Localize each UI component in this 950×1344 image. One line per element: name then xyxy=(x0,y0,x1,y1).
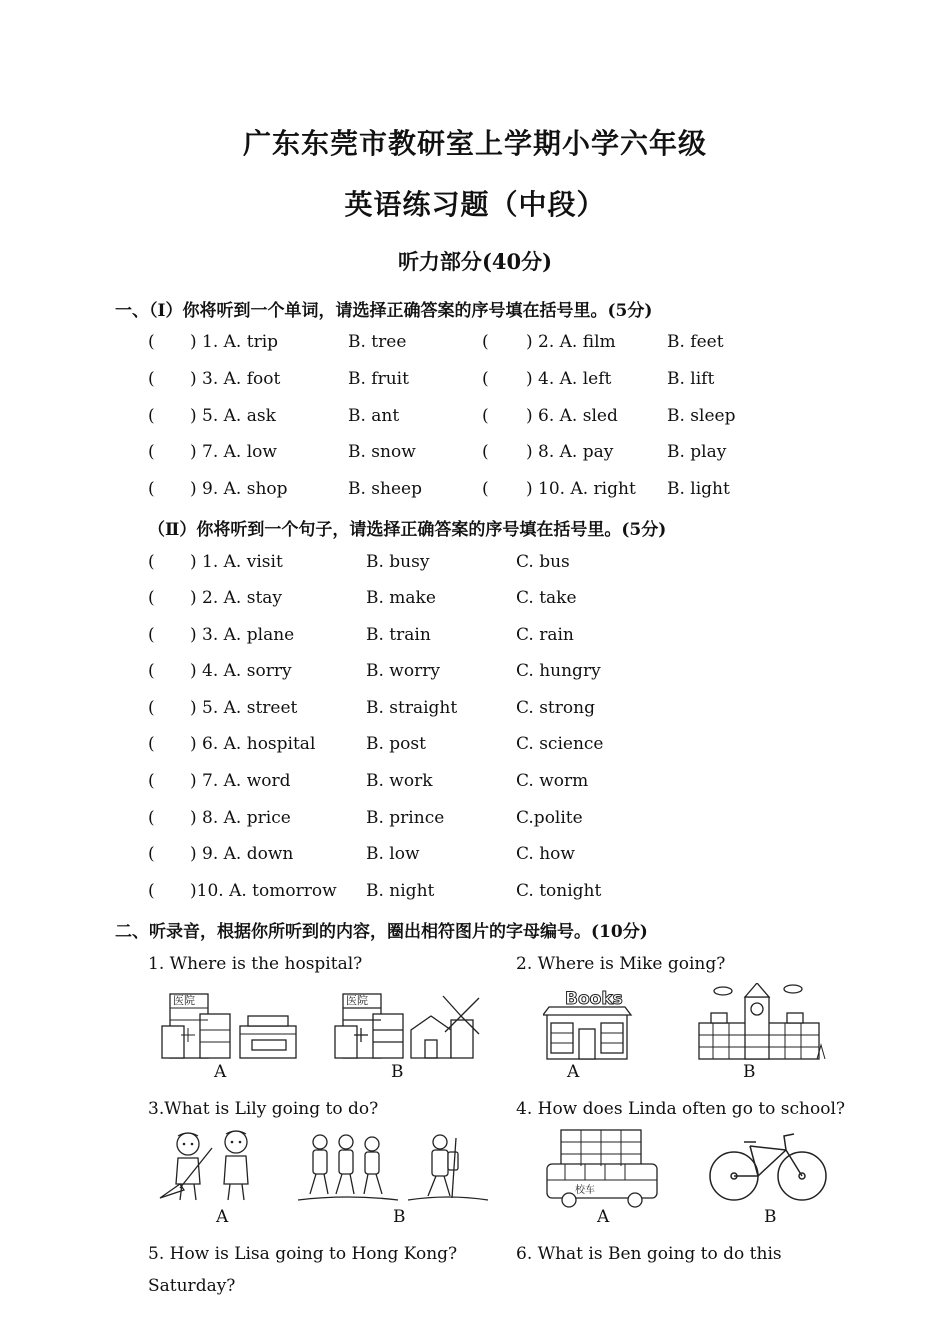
hiking-picture[interactable] xyxy=(298,1128,492,1204)
answer-bracket[interactable]: ( xyxy=(482,406,489,426)
part1b-score: (5 xyxy=(621,520,642,540)
answer-bracket[interactable]: ( xyxy=(482,332,489,352)
option-b: B. prince xyxy=(366,808,445,828)
part1-heading xyxy=(115,296,652,321)
question-5: 5. How is Lisa going to Hong Kong? xyxy=(148,1244,458,1264)
option-b: B. make xyxy=(366,588,436,608)
option-c: C. worm xyxy=(516,771,589,791)
question-item: ) 1. A. trip xyxy=(190,332,279,352)
listening-score-unit: 分) xyxy=(521,249,553,274)
answer-bracket[interactable]: ( xyxy=(482,369,489,389)
option-a-label: A xyxy=(597,1207,610,1227)
option-b: B. ant xyxy=(348,406,400,426)
bookstore-image xyxy=(543,985,633,1063)
option-b-label: B xyxy=(743,1062,756,1082)
answer-bracket[interactable]: ( xyxy=(482,442,489,462)
answer-bracket[interactable]: ( xyxy=(148,698,155,718)
question-1: 1. Where is the hospital? xyxy=(148,954,363,974)
part2-heading xyxy=(115,917,648,942)
option-a-label: A xyxy=(214,1062,227,1082)
option-b: B. train xyxy=(366,625,431,645)
question-item: ) 5. A. ask xyxy=(190,406,276,426)
option-c: C. tonight xyxy=(516,881,602,901)
bookstore-sign-text: Books xyxy=(565,989,623,1009)
answer-bracket[interactable]: ( xyxy=(148,771,155,791)
option-b: B. lift xyxy=(667,369,715,389)
question-item: ) 7. A. word xyxy=(190,771,291,791)
option-b: B. low xyxy=(366,844,420,864)
option-b: B. tree xyxy=(348,332,407,352)
option-b: B. post xyxy=(366,734,426,754)
school-bus-picture[interactable] xyxy=(545,1128,661,1208)
question-item: ) 2. A. stay xyxy=(190,588,283,608)
hiking-image xyxy=(298,1128,492,1204)
hospital-and-station-picture[interactable] xyxy=(160,986,300,1064)
option-b: B. work xyxy=(366,771,433,791)
hospital-sign-text: 医院 xyxy=(346,994,368,1007)
question-item: ) 9. A. down xyxy=(190,844,294,864)
question-item: ) 8. A. price xyxy=(190,808,291,828)
hospital-station-image xyxy=(160,986,300,1064)
hospital-and-windmill-picture[interactable] xyxy=(333,986,483,1064)
children-sweeping-picture[interactable] xyxy=(158,1128,268,1204)
answer-bracket[interactable]: ( xyxy=(148,881,155,901)
question-item: ) 7. A. low xyxy=(190,442,277,462)
option-c: C. science xyxy=(516,734,604,754)
question-item: ) 3. A. plane xyxy=(190,625,295,645)
answer-bracket[interactable]: ( xyxy=(148,369,155,389)
part2-score: (10 xyxy=(591,922,623,942)
listening-heading-text: 听力部分 xyxy=(397,249,482,274)
question-3: 3.What is Lily going to do? xyxy=(148,1099,379,1119)
option-b-label: B xyxy=(764,1207,777,1227)
answer-bracket[interactable]: ( xyxy=(148,442,155,462)
title-line-1: 广东东莞市教研室上学期小学六年级 xyxy=(242,127,707,160)
answer-bracket[interactable]: ( xyxy=(148,661,155,681)
answer-bracket[interactable]: ( xyxy=(148,734,155,754)
part2-score-unit: 分) xyxy=(622,922,648,942)
answer-bracket[interactable]: ( xyxy=(148,588,155,608)
option-c: C. how xyxy=(516,844,575,864)
option-b: B. sleep xyxy=(667,406,736,426)
option-b: B. straight xyxy=(366,698,458,718)
option-c: C. hungry xyxy=(516,661,601,681)
option-b: B. fruit xyxy=(348,369,409,389)
answer-bracket[interactable]: ( xyxy=(148,406,155,426)
option-b: B. worry xyxy=(366,661,440,681)
option-c: C. rain xyxy=(516,625,574,645)
answer-bracket[interactable]: ( xyxy=(148,625,155,645)
option-a-label: A xyxy=(216,1207,229,1227)
option-b: B. feet xyxy=(667,332,724,352)
question-item: )10. A. tomorrow xyxy=(190,881,337,901)
answer-bracket[interactable]: ( xyxy=(148,808,155,828)
option-b: B. snow xyxy=(348,442,416,462)
listening-heading xyxy=(0,246,950,276)
option-a-label: A xyxy=(567,1062,580,1082)
question-item: ) 4. A. sorry xyxy=(190,661,292,681)
option-b-label: B xyxy=(391,1062,404,1082)
question-6: 6. What is Ben going to do this xyxy=(516,1244,782,1264)
hospital-sign-text: 医院 xyxy=(173,994,195,1007)
bicycle-picture[interactable] xyxy=(706,1130,830,1206)
question-item: ) 10. A. right xyxy=(526,479,636,499)
question-item: ) 9. A. shop xyxy=(190,479,288,499)
hospital-windmill-image xyxy=(333,986,483,1064)
bookstore-picture[interactable] xyxy=(543,985,633,1063)
question-item: ) 2. A. film xyxy=(526,332,616,352)
option-b: B. sheep xyxy=(348,479,422,499)
question-5-continued: Saturday? xyxy=(148,1276,236,1296)
option-b: B. light xyxy=(667,479,730,499)
question-2: 2. Where is Mike going? xyxy=(516,954,726,974)
question-4: 4. How does Linda often go to school? xyxy=(516,1099,846,1119)
school-bus-image xyxy=(545,1128,661,1208)
question-item: ) 6. A. hospital xyxy=(190,734,316,754)
answer-bracket[interactable]: ( xyxy=(148,332,155,352)
option-b-label: B xyxy=(393,1207,406,1227)
part1-heading-text: 一、（Ⅰ）你将听到一个单词，请选择正确答案的序号填在括号里。 xyxy=(115,301,608,321)
part1-score-unit: 分) xyxy=(627,301,653,321)
bus-sign-text: 校车 xyxy=(575,1185,595,1196)
part1-score: (5 xyxy=(607,301,628,321)
part1b-heading xyxy=(148,515,666,540)
answer-bracket[interactable]: ( xyxy=(482,479,489,499)
question-item: ) 8. A. pay xyxy=(526,442,614,462)
listening-score: (40 xyxy=(481,249,522,274)
option-b: B. night xyxy=(366,881,435,901)
question-item: ) 6. A. sled xyxy=(526,406,618,426)
clock-tower-building-picture[interactable] xyxy=(693,983,829,1063)
part1b-score-unit: 分) xyxy=(641,520,667,540)
option-c: C. bus xyxy=(516,552,570,572)
option-b: B. play xyxy=(667,442,727,462)
question-item: ) 1. A. visit xyxy=(190,552,283,572)
option-b: B. busy xyxy=(366,552,430,572)
title-line-2: 英语练习题（中段） xyxy=(344,188,606,221)
option-c: C. strong xyxy=(516,698,595,718)
question-item: ) 4. A. left xyxy=(526,369,612,389)
clock-tower-image xyxy=(693,983,829,1063)
question-item: ) 3. A. foot xyxy=(190,369,281,389)
bicycle-image xyxy=(706,1130,830,1206)
option-c: C.polite xyxy=(516,808,583,828)
answer-bracket[interactable]: ( xyxy=(148,844,155,864)
part1b-heading-text: （Ⅱ）你将听到一个句子，请选择正确答案的序号填在括号里。 xyxy=(148,520,622,540)
sweeping-image xyxy=(158,1128,268,1204)
answer-bracket[interactable]: ( xyxy=(148,552,155,572)
answer-bracket[interactable]: ( xyxy=(148,479,155,499)
question-item: ) 5. A. street xyxy=(190,698,298,718)
option-c: C. take xyxy=(516,588,577,608)
part2-heading-text: 二、听录音，根据你所听到的内容，圈出相符图片的字母编号。 xyxy=(115,922,591,942)
